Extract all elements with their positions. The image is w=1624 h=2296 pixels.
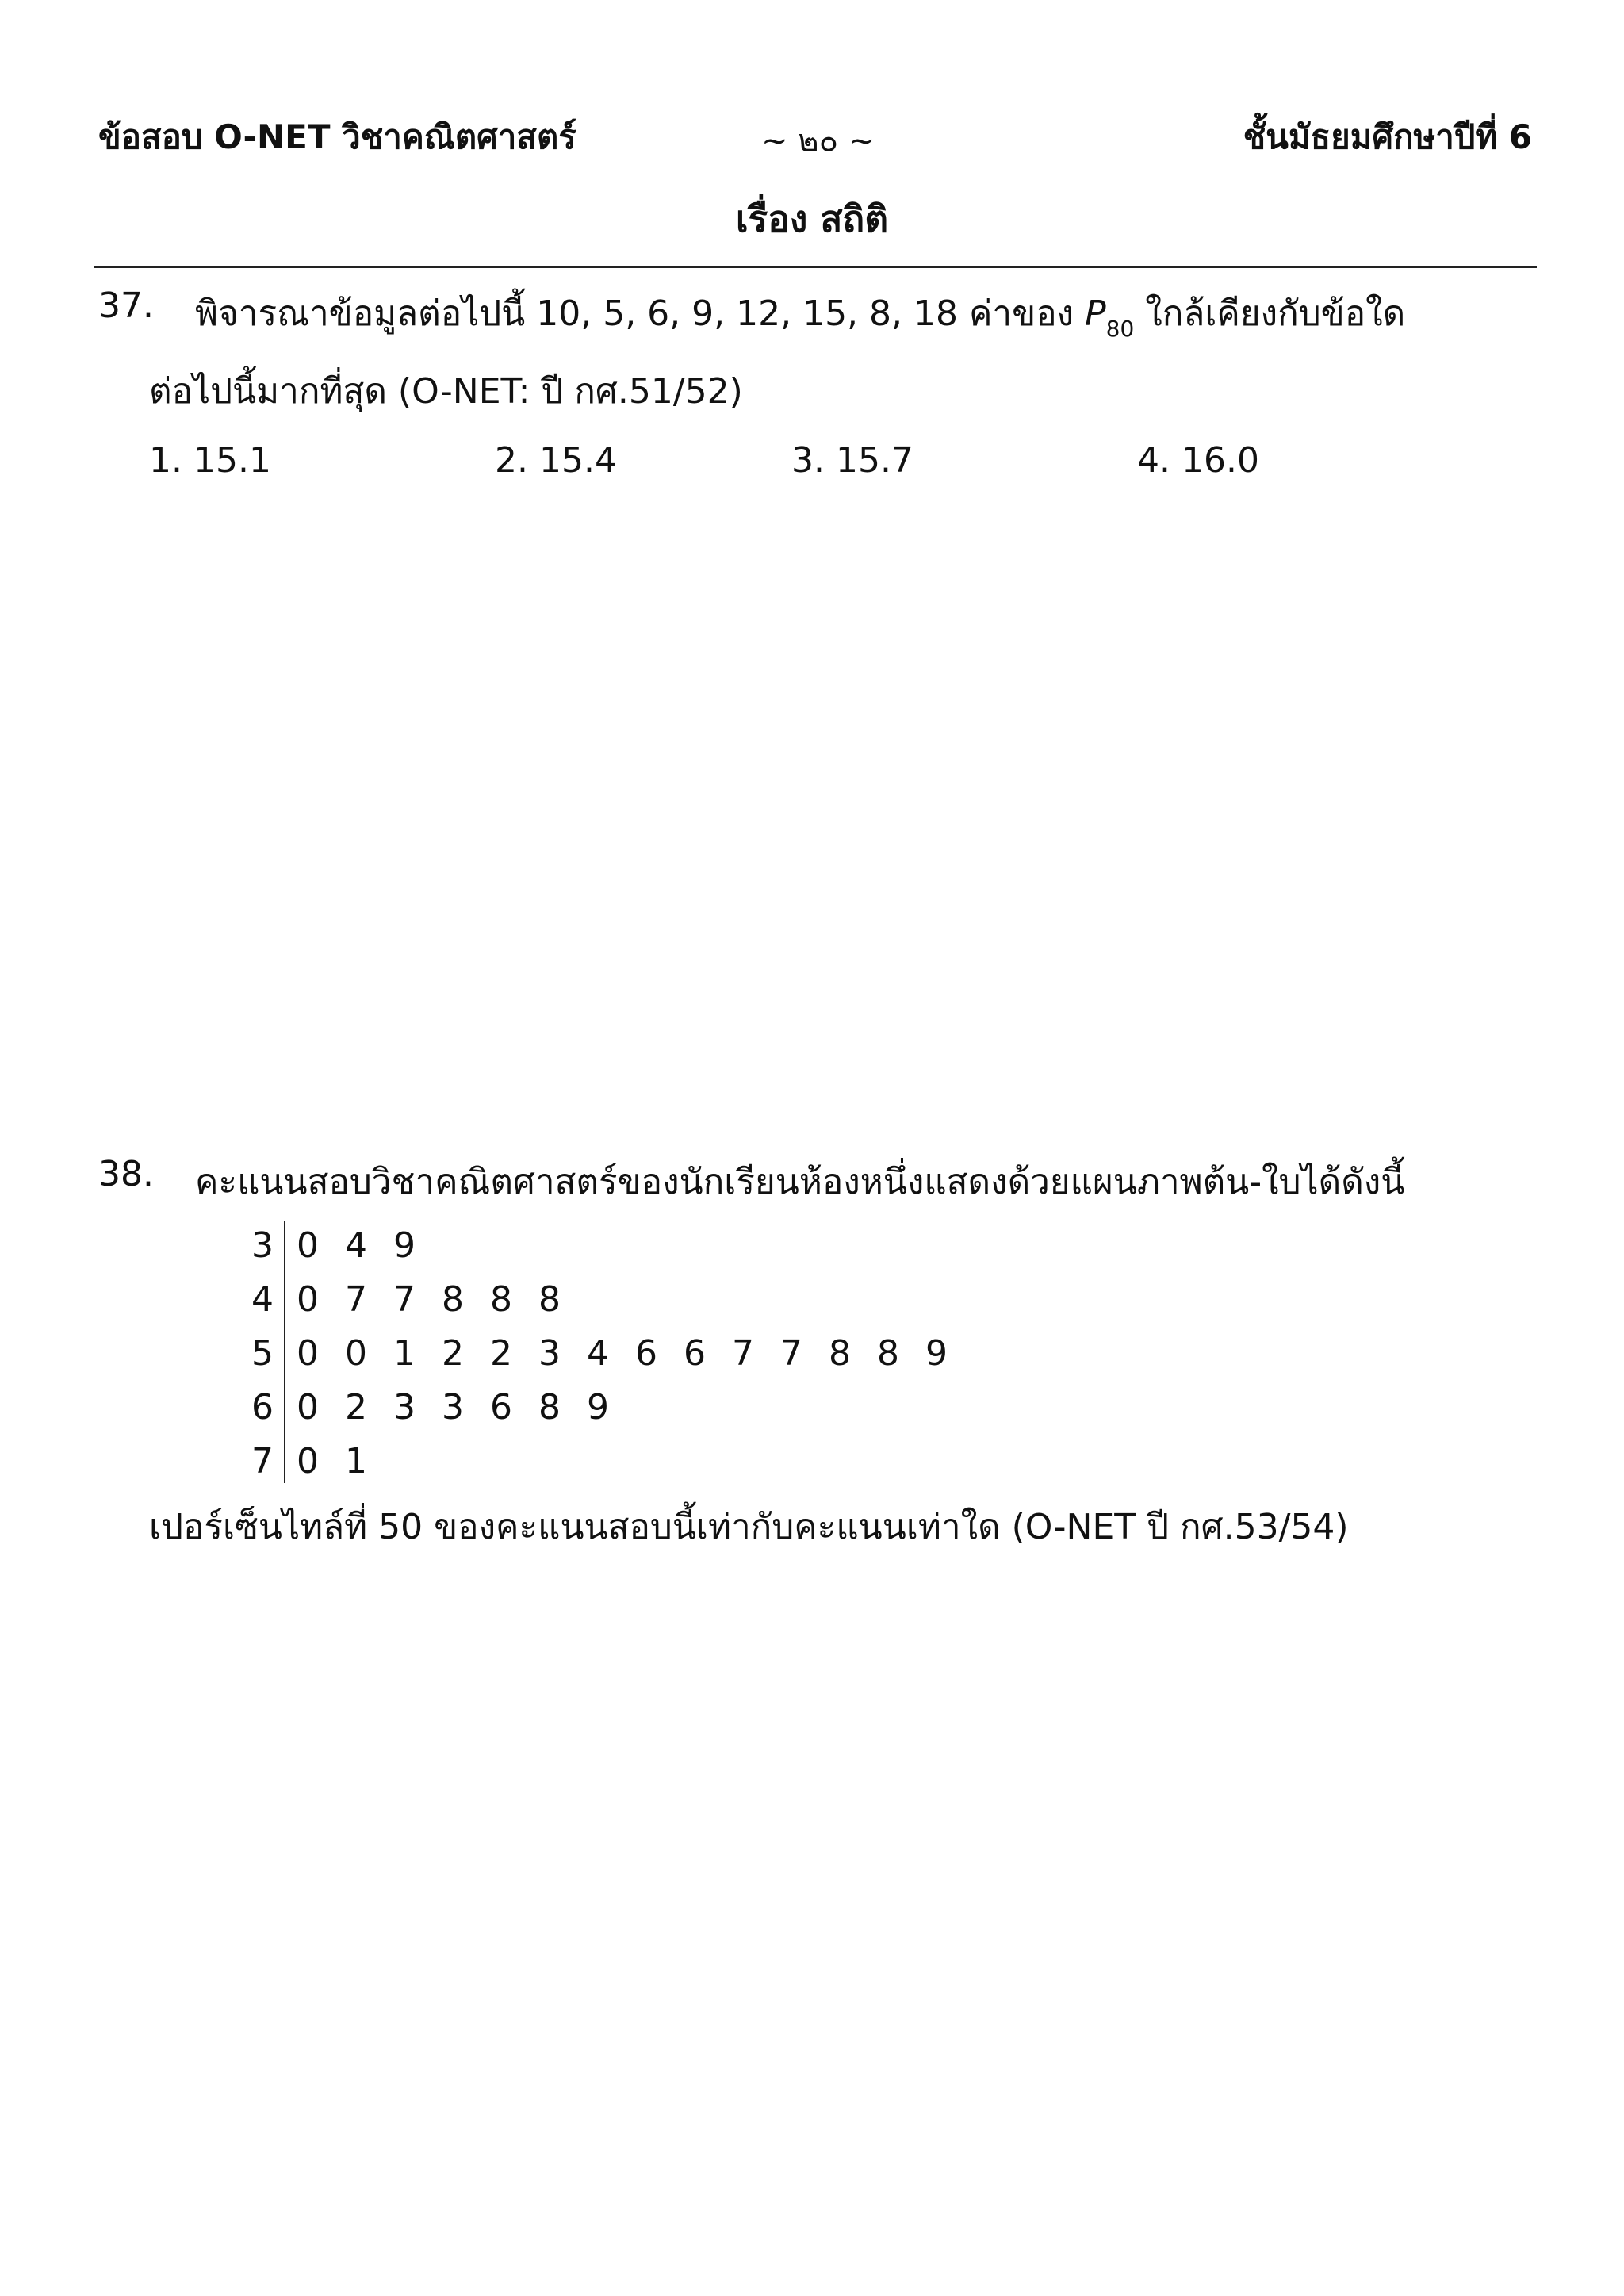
- leaf: 9: [925, 1333, 948, 1374]
- leaf: 7: [732, 1333, 754, 1374]
- leaf: 3: [538, 1333, 561, 1374]
- leaf: 4: [345, 1225, 367, 1266]
- leaf: 7: [780, 1333, 802, 1374]
- leaf: 0: [297, 1441, 319, 1481]
- leaf: 2: [490, 1333, 512, 1374]
- leaf: 9: [393, 1225, 416, 1266]
- topic-title: เรื่อง สถิติ: [735, 197, 889, 240]
- question-text-line-2: เปอร์เซ็นไทล์ที่ 50 ของคะแนนสอบนี้เท่ากับคะแนนเท่าใด (O-NET ปี กศ.53/54): [149, 1507, 1349, 1547]
- leaf: 3: [442, 1387, 464, 1428]
- question-text-part-b: ใกล้เคียงกับข้อใด: [1134, 293, 1406, 334]
- leaf: 8: [538, 1387, 561, 1428]
- leaf: 8: [490, 1279, 512, 1320]
- option-1: 1. 15.1: [149, 440, 271, 481]
- page-number: ~ ๒๐ ~: [761, 123, 875, 159]
- stem: 3: [251, 1225, 274, 1266]
- leaf: 6: [490, 1387, 512, 1428]
- question-text-line-2: ต่อไปนี้มากที่สุด (O-NET: ปี กศ.51/52): [149, 371, 743, 412]
- leaf-row: [297, 1333, 974, 1374]
- leaf: 8: [877, 1333, 899, 1374]
- leaf: 3: [393, 1387, 416, 1428]
- leaf: 0: [297, 1333, 319, 1374]
- leaf: 8: [829, 1333, 851, 1374]
- stem: 6: [251, 1387, 274, 1428]
- question-number: 37.: [98, 286, 154, 326]
- header-divider: [94, 266, 1537, 268]
- question-number: 38.: [98, 1154, 154, 1194]
- leaf: 9: [587, 1387, 609, 1428]
- leaf-row: [297, 1279, 587, 1320]
- percentile-subscript: 80: [1105, 316, 1135, 342]
- leaf: 7: [345, 1279, 367, 1320]
- option-3: 3. 15.7: [791, 440, 914, 481]
- leaf: 0: [297, 1279, 319, 1320]
- leaf: 6: [635, 1333, 657, 1374]
- leaf: 2: [442, 1333, 464, 1374]
- leaf: 1: [345, 1441, 367, 1481]
- leaf-row: [297, 1225, 442, 1266]
- stem: 7: [251, 1441, 274, 1481]
- stem-divider: [284, 1221, 285, 1483]
- leaf: 8: [442, 1279, 464, 1320]
- leaf: 0: [297, 1225, 319, 1266]
- option-4: 4. 16.0: [1137, 440, 1259, 481]
- leaf-row: [297, 1387, 635, 1428]
- option-2: 2. 15.4: [495, 440, 617, 481]
- leaf-row: [297, 1441, 393, 1481]
- leaf: 4: [587, 1333, 609, 1374]
- leaf: 0: [297, 1387, 319, 1428]
- leaf: 7: [393, 1279, 416, 1320]
- question-text-line-1: คะแนนสอบวิชาคณิตศาสตร์ของนักเรียนห้องหนึ่งแสดงด้วยแผนภาพต้น-ใบได้ดังนี้: [195, 1162, 1405, 1202]
- header-grade: ชั้นมัธยมศึกษาปีที่ 6: [1243, 117, 1532, 156]
- percentile-symbol: P: [1085, 293, 1106, 334]
- stem: 4: [251, 1279, 274, 1320]
- leaf: 6: [684, 1333, 706, 1374]
- leaf: 2: [345, 1387, 367, 1428]
- question-text-line-1: [195, 286, 1405, 341]
- question-text-part-a: พิจารณาข้อมูลต่อไปนี้ 10, 5, 6, 9, 12, 15, 8, 18 ค่าของ: [195, 293, 1086, 334]
- leaf: 8: [538, 1279, 561, 1320]
- leaf: 1: [393, 1333, 416, 1374]
- header-title: ข้อสอบ O-NET วิชาคณิตศาสตร์: [98, 117, 576, 156]
- stem: 5: [251, 1333, 274, 1374]
- leaf: 0: [345, 1333, 367, 1374]
